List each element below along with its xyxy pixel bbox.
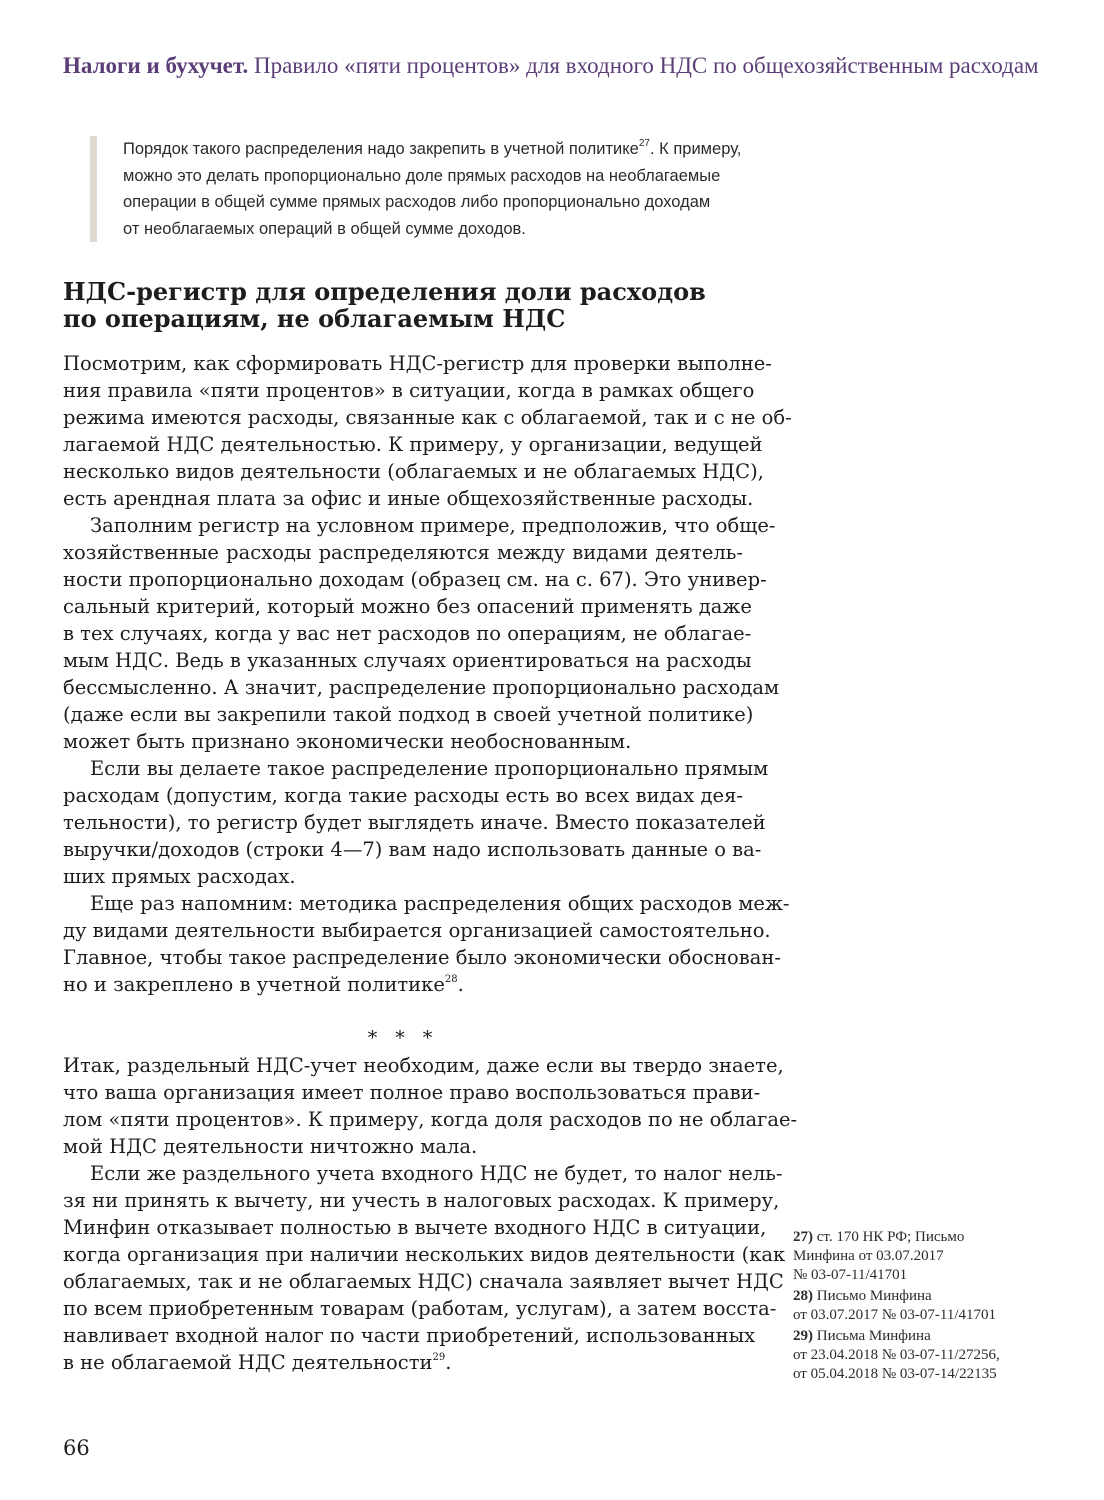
text-line: зя ни принять к вычету, ни учесть в налоговых расходах. К примеру,: [63, 1189, 780, 1212]
text-line: облагаемых, так и не облагаемых НДС) сначала заявляет вычет НДС: [63, 1270, 784, 1293]
footnote-line: № 03-07-11/41701: [793, 1267, 908, 1283]
text-line: Главное, чтобы такое распределение было экономически обоснован-: [63, 946, 781, 969]
quote-line: [123, 136, 763, 163]
text-line: лагаемой НДС деятельностью. К примеру, у организации, ведущей: [63, 433, 763, 456]
text-line: лом «пяти процентов». К примеру, когда доля расходов по не облагае-: [63, 1108, 798, 1131]
text-line: тельности), то регистр будет выглядеть иначе. Вместо показателей: [63, 811, 766, 834]
text-line: несколько видов деятельности (облагаемых и не облагаемых НДС),: [63, 460, 764, 483]
quote-block: [90, 136, 763, 242]
text-segment: в не облагаемой НДС деятельности: [63, 1351, 433, 1374]
text-line: Если же раздельного учета входного НДС не будет, то налог нель-: [90, 1162, 783, 1185]
footnote-ref-28[interactable]: 28: [444, 973, 458, 985]
header-title: Правило «пяти процентов» для входного НДС по общехозяйственным расходам: [248, 53, 1039, 78]
page-number: 66: [63, 1436, 90, 1460]
text-line: Еще раз напомним: методика распределения общих расходов меж-: [90, 892, 790, 915]
text-line: мой НДС деятельности ничтожно мала.: [63, 1135, 478, 1158]
quote-line: можно это делать пропорционально доле прямых расходов на необлагаемые: [123, 166, 721, 185]
text-segment: .: [445, 1351, 452, 1374]
text-segment: .: [457, 973, 464, 996]
footnote-line: от 23.04.2018 № 03-07-11/27256,: [793, 1347, 1000, 1363]
footnote-ref-29[interactable]: 29: [432, 1351, 446, 1363]
text-line: [63, 1349, 743, 1376]
footnote-line: от 05.04.2018 № 03-07-14/22135: [793, 1366, 997, 1382]
text-line: навливает входной налог по части приобретений, использованных: [63, 1324, 756, 1347]
text-line: Если вы делаете такое распределение пропорционально прямым: [90, 757, 769, 780]
footnote-text: Письма Минфина: [813, 1328, 931, 1344]
section-heading: [63, 278, 763, 332]
footnote-27: [793, 1228, 1073, 1285]
running-header: [63, 50, 1063, 82]
paragraph: [63, 350, 792, 512]
text-line: мым НДС. Ведь в указанных случаях ориентироваться на расходы: [63, 649, 752, 672]
text-line: ности пропорционально доходам (образец см. на с. 67). Это универ-: [63, 568, 767, 591]
footnote-line: [793, 1228, 1073, 1247]
text-line: [63, 971, 743, 998]
text-line: Минфин отказывает полностью в вычете входного НДС в ситуации,: [63, 1216, 767, 1239]
text-line: может быть признано экономически необоснованным.: [63, 730, 632, 753]
text-line: когда организация при наличии нескольких видов деятельности (как: [63, 1243, 786, 1266]
text-line: в тех случаях, когда у вас нет расходов по операциям, не облагае-: [63, 622, 752, 645]
text-line: ду видами деятельности выбирается организацией самостоятельно.: [63, 919, 771, 942]
quote-line: от необлагаемых операций в общей сумме доходов.: [123, 219, 526, 238]
section-break: * * *: [367, 1027, 439, 1049]
footnote-number: 28): [793, 1288, 813, 1304]
paragraph: [63, 1160, 786, 1376]
text-line: ших прямых расходах.: [63, 865, 296, 888]
text-segment: но и закреплено в учетной политике: [63, 973, 445, 996]
paragraph: [63, 512, 780, 755]
paragraph: [63, 755, 769, 890]
footnotes: [793, 1228, 1073, 1386]
quote-line: операции в общей сумме прямых расходов либо пропорционально доходам: [123, 193, 711, 211]
header-section: Налоги и бухучет.: [63, 53, 249, 78]
footnote-text: ст. 170 НК РФ; Письмо: [813, 1229, 965, 1245]
text-line: по всем приобретенным товарам (работам, услугам), а затем восста-: [63, 1297, 777, 1320]
text-line: Итак, раздельный НДС-учет необходим, даже если вы твердо знаете,: [63, 1054, 784, 1077]
text-line: (даже если вы закрепили такой подход в своей учетной политике): [63, 703, 754, 726]
text-line: хозяйственные расходы распределяются между видами деятель-: [63, 541, 743, 564]
footnote-text: Письмо Минфина: [813, 1288, 932, 1304]
paragraph: [63, 890, 790, 998]
footnote-line: Минфина от 03.07.2017: [793, 1248, 944, 1264]
footnote-line: [793, 1287, 1073, 1306]
footnote-ref-27[interactable]: 27: [638, 137, 650, 149]
text-line: есть арендная плата за офис и иные общехозяйственные расходы.: [63, 487, 754, 510]
heading-line: НДС-регистр для определения доли расходов: [63, 277, 706, 306]
paragraph: [63, 1052, 798, 1160]
text-line: режима имеются расходы, связанные как с облагаемой, так и с не об-: [63, 406, 792, 429]
footnote-line: [793, 1327, 1073, 1346]
footnote-28: [793, 1287, 1073, 1325]
heading-line: по операциям, не облагаемым НДС: [63, 304, 566, 333]
text-line: ния правила «пяти процентов» в ситуации, когда в рамках общего: [63, 379, 755, 402]
text-line: бессмысленно. А значит, распределение пропорционально расходам: [63, 676, 780, 699]
footnote-line: от 03.07.2017 № 03-07-11/41701: [793, 1307, 997, 1323]
quote-text: Порядок такого распределения надо закрепить в учетной политике: [123, 140, 639, 158]
text-line: Заполним регистр на условном примере, предположив, что обще-: [90, 514, 776, 537]
text-line: расходам (допустим, когда такие расходы есть во всех видах дея-: [63, 784, 743, 807]
footnote-number: 27): [793, 1229, 813, 1245]
text-line: сальный критерий, который можно без опасений применять даже: [63, 595, 752, 618]
text-line: Посмотрим, как сформировать НДС-регистр для проверки выполне-: [63, 352, 772, 375]
footnote-29: [793, 1327, 1073, 1384]
footnote-number: 29): [793, 1328, 813, 1344]
text-line: выручки/доходов (строки 4—7) вам надо использовать данные о ва-: [63, 838, 762, 861]
quote-text: . К примеру,: [649, 140, 742, 158]
text-line: что ваша организация имеет полное право воспользоваться прави-: [63, 1081, 761, 1104]
